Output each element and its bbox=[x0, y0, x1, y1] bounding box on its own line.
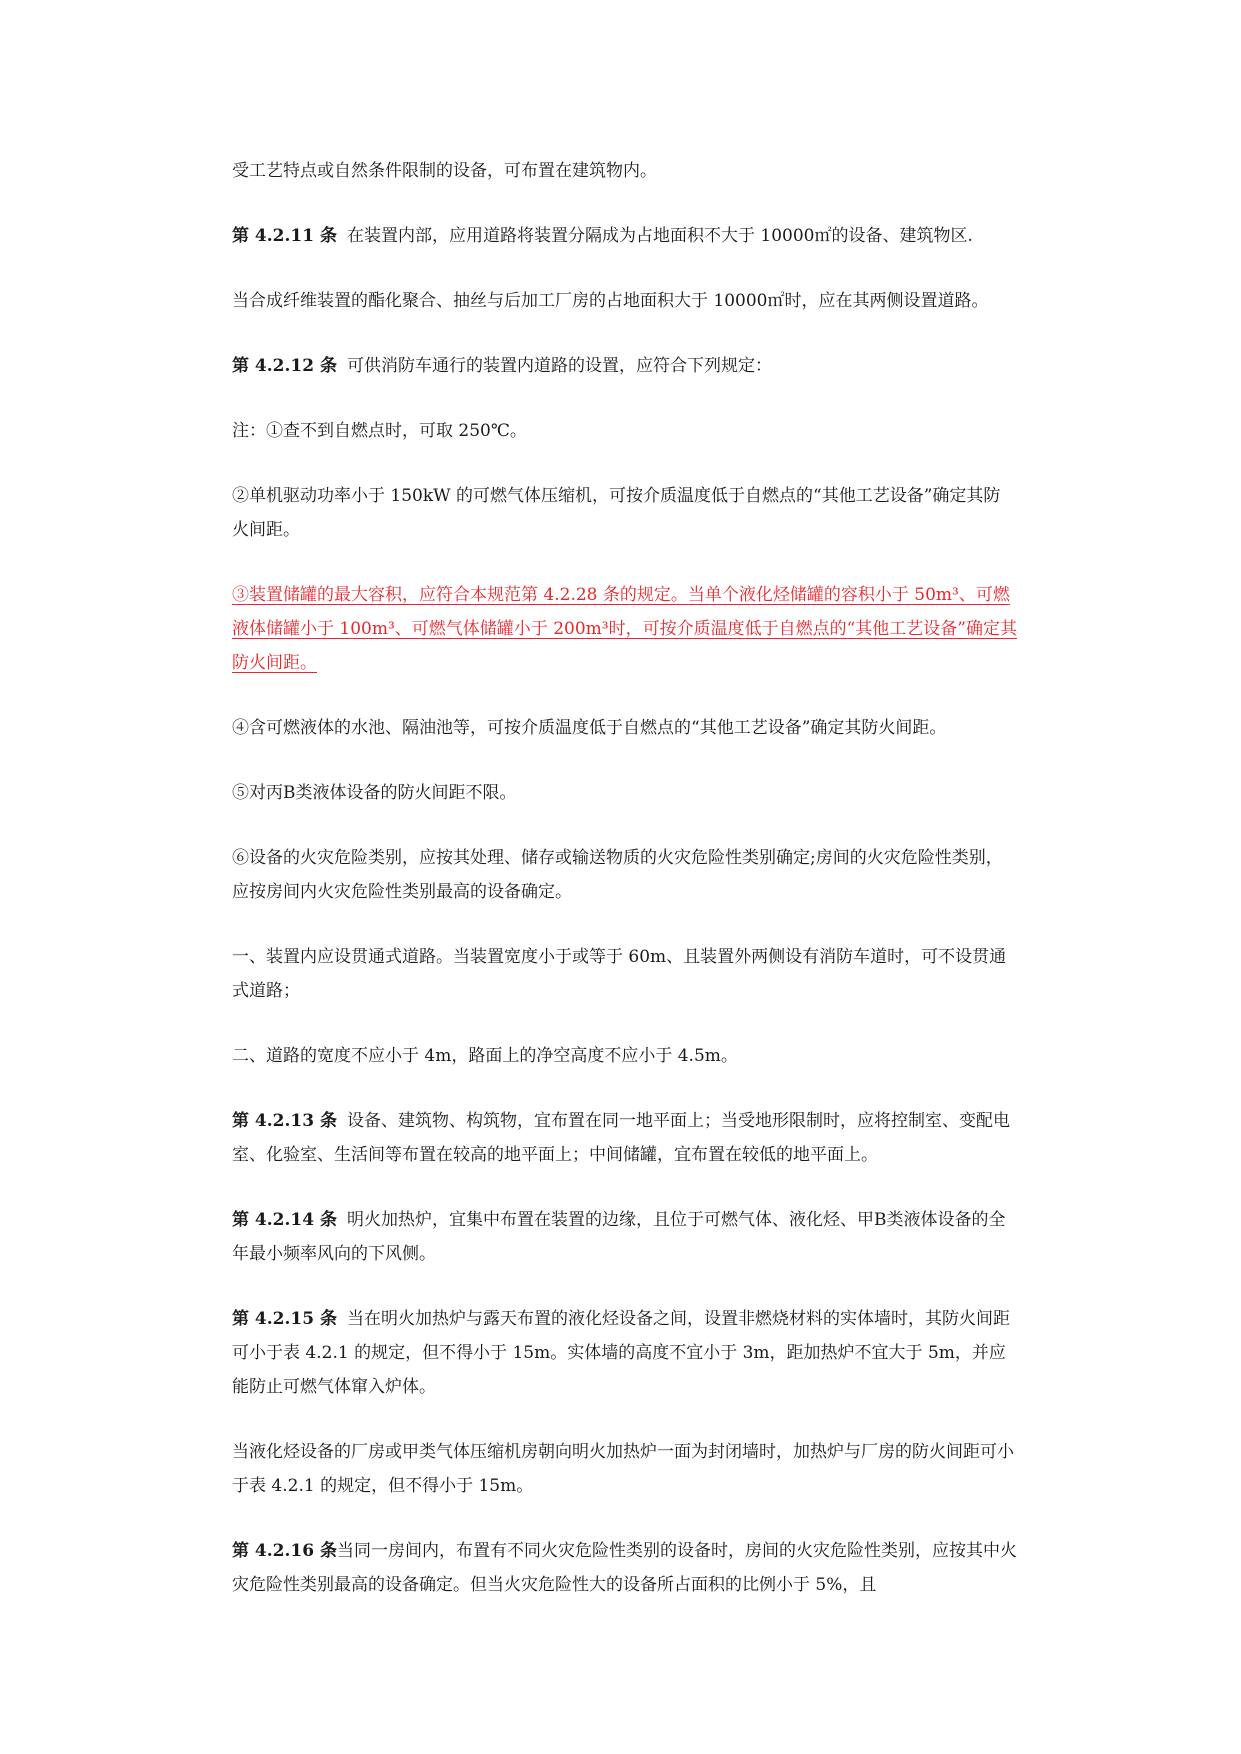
paragraph-text: 可供消防车通行的装置内道路的设置，应符合下列规定： bbox=[347, 356, 772, 376]
paragraph-text: 注：①查不到自燃点时，可取 250℃。 bbox=[232, 421, 527, 441]
paragraph-text: 当在明火加热炉与露天布置的液化烃设备之间，设置非燃烧材料的实体墙时，其防火间距可小于表 4.2.1 的规定，但不得小于 15m。实体墙的高度不宜小于 3m，距加热炉不宜大于 5m，并应能防止可燃气体窜入炉体。 bbox=[232, 1309, 1010, 1397]
note-4 bbox=[232, 711, 1017, 745]
paragraph-text: 在装置内部，应用道路将装置分隔成为占地面积不大于 10000㎡的设备、建筑物区. bbox=[347, 226, 973, 246]
paragraph-text: ③装置储罐的最大容积，应符合本规范第 4.2.28 条的规定。当单个液化烃储罐的容积小于 50m³、可燃液体储罐小于 100m³、可燃气体储罐小于 200m³时，可按介质温度低于自燃点的“其他工艺设备”确定其防火间距。 bbox=[232, 585, 1017, 673]
paragraph-text: 一、装置内应设贯通式道路。当装置宽度小于或等于 60m、且装置外两侧设有消防车道时，可不设贯通式道路； bbox=[232, 947, 1007, 1001]
paragraph-text: ⑤对丙B类液体设备的防火间距不限。 bbox=[232, 783, 517, 803]
article-number: 第 4.2.16 条 bbox=[232, 1541, 337, 1561]
note-1 bbox=[232, 414, 1017, 448]
item-2 bbox=[232, 1039, 1017, 1073]
paragraph-text: 明火加热炉，宜集中布置在装置的边缘，且位于可燃气体、液化烃、甲B类液体设备的全年最小频率风向的下风侧。 bbox=[232, 1210, 1006, 1264]
article-4-2-14 bbox=[232, 1203, 1017, 1271]
article-number: 第 4.2.12 条 bbox=[232, 356, 337, 376]
paragraph-text: 当合成纤维装置的酯化聚合、抽丝与后加工厂房的占地面积大于 10000㎡时，应在其两侧设置道路。 bbox=[232, 291, 989, 311]
paragraph-text: 当同一房间内，布置有不同火灾危险性类别的设备时，房间的火灾危险性类别，应按其中火灾危险性类别最高的设备确定。但当火灾危险性大的设备所占面积的比例小于 5%，且 bbox=[232, 1541, 1017, 1595]
paragraph-text: 二、道路的宽度不应小于 4m，路面上的净空高度不应小于 4.5m。 bbox=[232, 1046, 738, 1066]
note-2 bbox=[232, 479, 1017, 547]
note-3-highlighted bbox=[232, 578, 1017, 680]
item-1 bbox=[232, 940, 1017, 1008]
paragraph-text: ②单机驱动功率小于 150kW 的可燃气体压缩机，可按介质温度低于自燃点的“其他工艺设备”确定其防火间距。 bbox=[232, 486, 1001, 540]
document-page bbox=[232, 154, 1017, 1633]
article-number: 第 4.2.15 条 bbox=[232, 1309, 337, 1329]
paragraph-text: 设备、建筑物、构筑物，宜布置在同一地平面上；当受地形限制时，应将控制室、变配电室、化验室、生活间等布置在较高的地平面上；中间储罐，宜布置在较低的地平面上。 bbox=[232, 1111, 1010, 1165]
article-4-2-16 bbox=[232, 1534, 1017, 1602]
paragraph-text: ④含可燃液体的水池、隔油池等，可按介质温度低于自燃点的“其他工艺设备”确定其防火间距。 bbox=[232, 718, 947, 738]
article-4-2-15 bbox=[232, 1302, 1017, 1404]
paragraph-text: 受工艺特点或自然条件限制的设备，可布置在建筑物内。 bbox=[232, 161, 657, 181]
article-4-2-11 bbox=[232, 219, 1017, 253]
note-6 bbox=[232, 841, 1017, 909]
article-4-2-13 bbox=[232, 1104, 1017, 1172]
article-number: 第 4.2.13 条 bbox=[232, 1111, 337, 1131]
paragraph-lpg-building bbox=[232, 1435, 1017, 1503]
paragraph-synthetic-fiber bbox=[232, 284, 1017, 318]
paragraph-text: 当液化烃设备的厂房或甲类气体压缩机房朝向明火加热炉一面为封闭墙时，加热炉与厂房的防火间距可小于表 4.2.1 的规定，但不得小于 15m。 bbox=[232, 1442, 1014, 1496]
paragraph-intro bbox=[232, 154, 1017, 188]
article-4-2-12 bbox=[232, 349, 1017, 383]
article-number: 第 4.2.11 条 bbox=[232, 226, 337, 246]
paragraph-text: ⑥设备的火灾危险类别，应按其处理、储存或输送物质的火灾危险性类别确定;房间的火灾危险性类别，应按房间内火灾危险性类别最高的设备确定。 bbox=[232, 848, 1003, 902]
note-5 bbox=[232, 776, 1017, 810]
article-number: 第 4.2.14 条 bbox=[232, 1210, 337, 1230]
